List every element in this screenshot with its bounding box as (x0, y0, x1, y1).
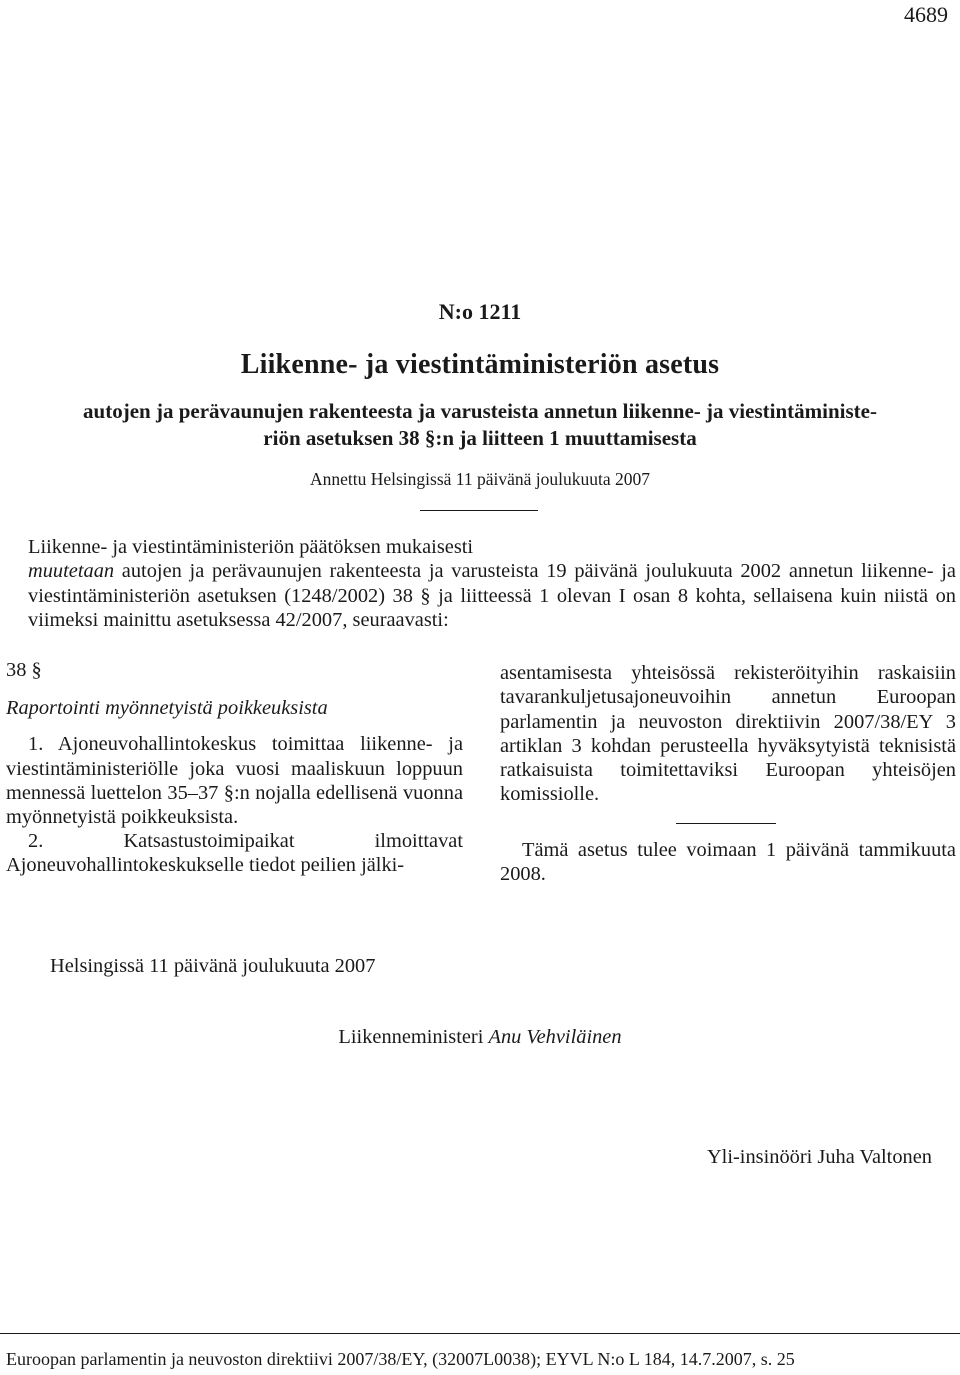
document-title: Liikenne- ja viestintäministeriön asetus (240, 349, 720, 380)
subtitle-line-1: autojen ja perävaunujen rakenteesta ja varusteista annetun liikenne- ja viestintäministe- (83, 399, 877, 423)
footnote-rule (0, 1333, 960, 1334)
paragraph-2-continued: asentamisesta yhteisössä rekisteröityihin raskaisiin tavarankuljetusajoneuvoihin annetun Euroopan parlamentin ja neuvoston direktiivin 2007/38/EY 3 artiklan 3 kohdan perusteella hyväksytyistä teknisistä ratkaisuista toimitettaviksi Euroopan yhteisöjen komissiolle. (500, 662, 956, 806)
minister-title: Liikenneministeri (338, 1026, 489, 1048)
signing-place-date: Helsingissä 11 päivänä joulukuuta 2007 (50, 955, 376, 977)
preamble-body (8, 559, 956, 632)
separator-rule (420, 510, 538, 511)
paragraph-1: 1. Ajoneuvohallintokeskus toimittaa liikenne- ja viestintäministeriölle joka vuosi maaliskuun loppuun mennessä luettelon 35–37 §:n nojalla edellisenä vuonna myönnetyistä poikkeuksista. (6, 733, 463, 829)
right-column (500, 661, 956, 886)
section-heading: Raportointi myönnetyistä poikkeuksista (6, 697, 328, 720)
section-number: 38 § (6, 659, 42, 681)
preamble-text: autojen ja perävaunujen rakenteesta ja varusteista 19 päivänä joulukuuta 2002 annetun liikenne- ja viestintäministeriön asetuksen (1248/2002) 38 § ja liitteessä 1 olevan I osan 8 kohta, sellaisena kuin niistä on viimeksi mainittu asetuksessa 42/2007, seuraavasti: (28, 560, 956, 631)
page-number: 4689 (904, 2, 948, 27)
engineer-signature: Yli-insinööri Juha Valtonen (706, 1146, 932, 1168)
given-date: Annettu Helsingissä 11 päivänä joulukuuta 2007 (309, 469, 651, 489)
document-subtitle (0, 398, 960, 452)
subtitle-line-2: riön asetuksen 38 §:n ja liitteen 1 muuttamisesta (263, 426, 697, 450)
footnote: Euroopan parlamentin ja neuvoston direktiivi 2007/38/EY, (32007L0038); EYVL N:o L 184, 14.7.2007, s. 25 (6, 1349, 795, 1369)
left-column (6, 658, 463, 878)
preamble-verb: muutetaan (28, 560, 115, 583)
minister-signature (0, 1026, 960, 1049)
preamble-line-1: Liikenne- ja viestintäministeriön päätöksen mukaisesti (28, 536, 474, 558)
preamble (8, 535, 956, 632)
separator-rule (676, 823, 776, 824)
entry-into-force: Tämä asetus tulee voimaan 1 päivänä tammikuuta 2008. (500, 838, 956, 886)
paragraph-2: 2. Katsastustoimipaikat ilmoittavat Ajoneuvohallintokeskukselle tiedot peilien jälki- (6, 830, 463, 877)
minister-name: Anu Vehviläinen (488, 1026, 622, 1048)
document-number: N:o 1211 (438, 299, 522, 324)
